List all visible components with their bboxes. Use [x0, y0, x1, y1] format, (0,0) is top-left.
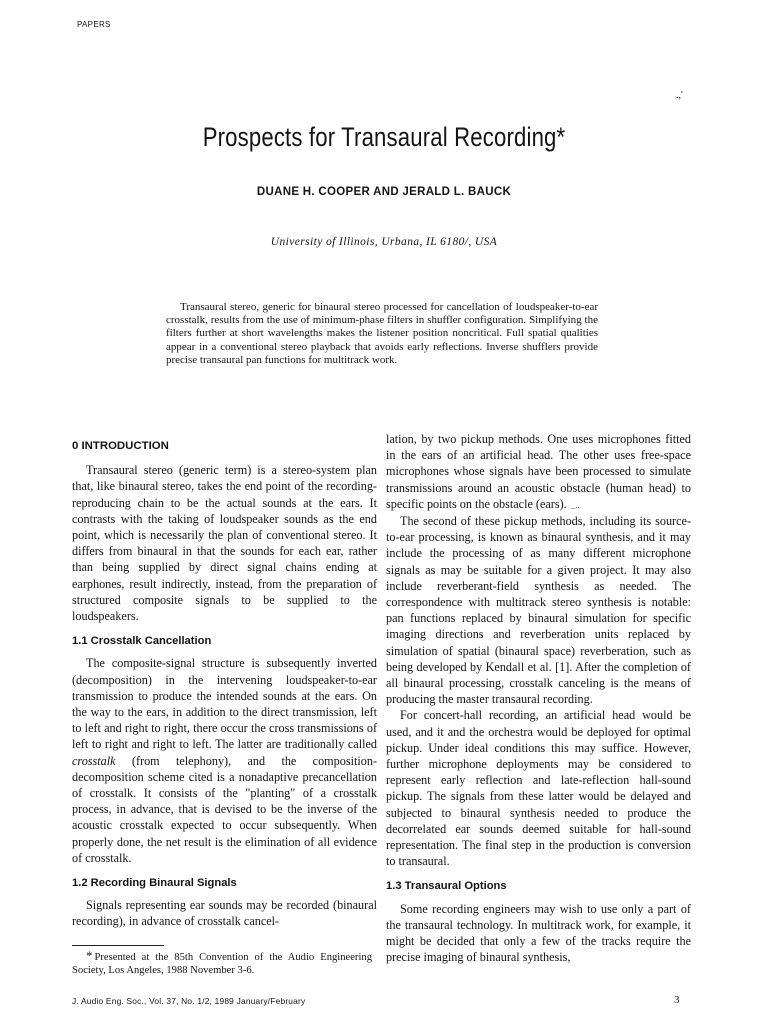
stray-mark: _.. — [570, 499, 580, 510]
abstract: Transaural stereo, generic for binaural stereo processed for cancellation of loudspeaker-to-ear crosstalk, results from the use of minimum-phase filters in shuffler configuration. Simplifying the filters further at short wavelengths makes the listener position noncritical. Full spatial qualities appear in a conventional stereo playback that avoids early reflections. Inverse shufflers provide precise transaural pan functions for multitrack work. — [166, 301, 598, 366]
binaural-paragraph-2: The second of these pickup methods, including its source-to-ear processing, is known as binaural synthesis, and it may include the processing of as many different microphone signals as may be suitable for a given project. It may also include reverberant-field synthesis as needed. The correspondence with multitrack stereo synthesis is notable: pan functions replaced by binaural simulation for specific imaging directions and reverberation units replaced by simulation of spatial (binaural space) reverberation, such as being developed by Kendall et al. [1]. After the completion of all binaural processing, crosstalk canceling is the means of producing the master transaural recording. — [386, 514, 691, 707]
footnote — [72, 948, 372, 977]
section-heading-introduction: 0 INTRODUCTION — [72, 440, 169, 452]
section-heading-transaural-options: 1.3 Transaural Options — [386, 880, 507, 893]
binaural-paragraph-1-continued — [386, 431, 691, 513]
right-column — [386, 431, 691, 966]
journal-citation: J. Audio Eng. Soc., Vol. 37, No. 1/2, 1989 January/February — [72, 996, 306, 1006]
binaural-paragraph-3: For concert-hall recording, an artificial head would be used, and it and the orchestra would be deployed for optimal pickup. Under ideal conditions this may suffice. However, further microphone deployments may be considered to represent early reflection and late-reflection hall-sound pickup. The signals from these latter would be delayed and subjected to binaural synthesis needed to produce the decorrelated ear sounds deemed suitable for hall-sound representation. The final step in the production is conversion to transaural. — [386, 708, 691, 869]
page-number: 3 — [674, 994, 680, 1006]
intro-paragraph: Transaural stereo (generic term) is a stereo-system plan that, like binaural stereo, takes the end point of the recording-reproducing chain to be the actual sounds at the ears. It contrasts with the taking of loudspeaker sounds as the end point, which is necessarily the plan of conventional stereo. It differs from binaural in that the sounds for each ear, rather than being supplied by direct signal chains ending at earphones, result indirectly, instead, from the preparation of structured composite signals to be supplied to the loudspeakers. — [72, 463, 377, 624]
binaural-paragraph-1: Signals representing ear sounds may be recorded (binaural recording), in advance of crosstalk cancel- — [72, 898, 377, 929]
footnote-divider — [72, 945, 164, 946]
running-header: PAPERS — [77, 20, 111, 29]
section-heading-crosstalk-cancellation: 1.1 Crosstalk Cancellation — [72, 635, 212, 648]
footnote-text: Presented at the 85th Convention of the Audio Engineering Society, Los Angeles, 1988 November 3-6. — [72, 952, 372, 976]
corner-mark: .,' — [676, 90, 683, 101]
section-heading-recording-binaural-signals: 1.2 Recording Binaural Signals — [72, 877, 237, 890]
crosstalk-text-before: The composite-signal structure is subsequently inverted (decomposition) in the intervening loudspeaker-to-ear transmission to produce the intended sounds at the ears. On the way to the ears, in addition to the direct transmission, left to left and right to right, there occur the cross transmissions of left to right and right to left. The latter are traditionally called — [72, 656, 377, 752]
paper-title: Prospects for Transaural Recording* — [202, 122, 566, 153]
crosstalk-term: crosstalk — [72, 753, 116, 768]
paper-authors: DUANE H. COOPER AND JERALD L. BAUCK — [256, 186, 512, 198]
crosstalk-text-after: (from telephony), and the composition-decomposition scheme cited is a nonadaptive precancellation of crosstalk. It consists of the "planting" of a crosstalk process, in advance, that is devised to be the inverse of the acoustic crosstalk expected to occur subsequently. When properly done, the net result is the elimination of all evidence of crosstalk. — [72, 753, 377, 865]
binaural-continued-text: lation, by two pickup methods. One uses microphones fitted in the ears of an artificial head. The other uses free-space microphones whose signals have been processed to simulate transmissions around an acoustic obstacle (human head) to specific points on the obstacle (ears). — [386, 432, 691, 511]
left-column — [72, 438, 377, 930]
author-affiliation: University of Illinois, Urbana, IL 6180/, USA — [270, 236, 498, 248]
crosstalk-paragraph — [72, 655, 377, 866]
transaural-options-paragraph: Some recording engineers may wish to use only a part of the transaural technology. In multitrack work, for example, it might be decided that only a few of the tracks require the precise imaging of binaural synthesis, — [386, 901, 691, 965]
footnote-marker: * — [86, 948, 93, 963]
